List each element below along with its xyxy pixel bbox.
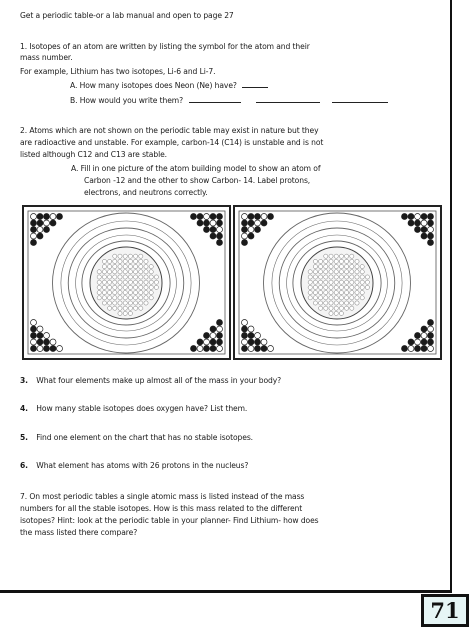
q2-line3: listed although C12 and C13 are stable.: [20, 150, 167, 159]
q1-b-answer-blank-1[interactable]: [189, 94, 241, 103]
page-number-badge: 71: [421, 594, 469, 627]
question-6: [20, 460, 248, 472]
q6-number: 6.: [20, 461, 28, 470]
atom-model-diagram-right[interactable]: [233, 205, 442, 360]
q3-text: What four elements make up almost all of the mass in your body?: [36, 376, 282, 385]
q7-line2: numbers for all the stable isotopes. How is this mass related to the different: [20, 504, 303, 513]
q5-text: Find one element on the chart that has no stable isotopes.: [36, 433, 253, 442]
q1-b-answer-blank-2[interactable]: [256, 94, 320, 103]
q1-b-answer-blank-3[interactable]: [332, 94, 388, 103]
q1-a-answer-blank[interactable]: [242, 79, 268, 88]
q1-line1: 1. Isotopes of an atom are written by listing the symbol for the atom and their: [20, 42, 310, 51]
atom-model-diagram-left[interactable]: [22, 205, 231, 360]
intro-text: Get a periodic table-or a lab manual and open to page 27: [20, 11, 234, 20]
q7-line1: 7. On most periodic tables a single atomic mass is listed instead of the mass: [20, 492, 305, 501]
q1-line3: For example, Lithium has two isotopes, Li-6 and Li-7.: [20, 67, 216, 76]
q1-part-b-text: B. How would you write them?: [70, 96, 183, 105]
question-3: [20, 375, 281, 387]
q1-part-a: [70, 79, 268, 92]
q2-line1: 2. Atoms which are not shown on the periodic table may exist in nature but they: [20, 126, 319, 135]
q2-line2: are radioactive and unstable. For example, carbon-14 (C14) is unstable and is not: [20, 138, 324, 147]
q1-line2: mass number.: [20, 53, 73, 62]
q3-number: 3.: [20, 376, 28, 385]
q7-line4: the mass listed there compare?: [20, 528, 138, 537]
q2-part-a-line3: electrons, and neutrons correctly.: [84, 188, 208, 197]
q5-number: 5.: [20, 433, 28, 442]
question-5: [20, 432, 253, 444]
question-4: [20, 403, 247, 415]
q1-part-b: [70, 94, 388, 107]
q7-line3: isotopes? Hint: look at the periodic table in your planner- Find Lithium- how does: [20, 516, 319, 525]
q4-number: 4.: [20, 404, 28, 413]
q4-text: How many stable isotopes does oxygen have? List them.: [36, 404, 248, 413]
q1-part-a-text: A. How many isotopes does Neon (Ne) have?: [70, 81, 237, 90]
q6-text: What element has atoms with 26 protons in the nucleus?: [36, 461, 249, 470]
q2-part-a-line1: A. Fill in one picture of the atom building model to show an atom of: [71, 164, 321, 173]
q2-part-a-line2: Carbon -12 and the other to show Carbon- 14. Label protons,: [84, 176, 311, 185]
